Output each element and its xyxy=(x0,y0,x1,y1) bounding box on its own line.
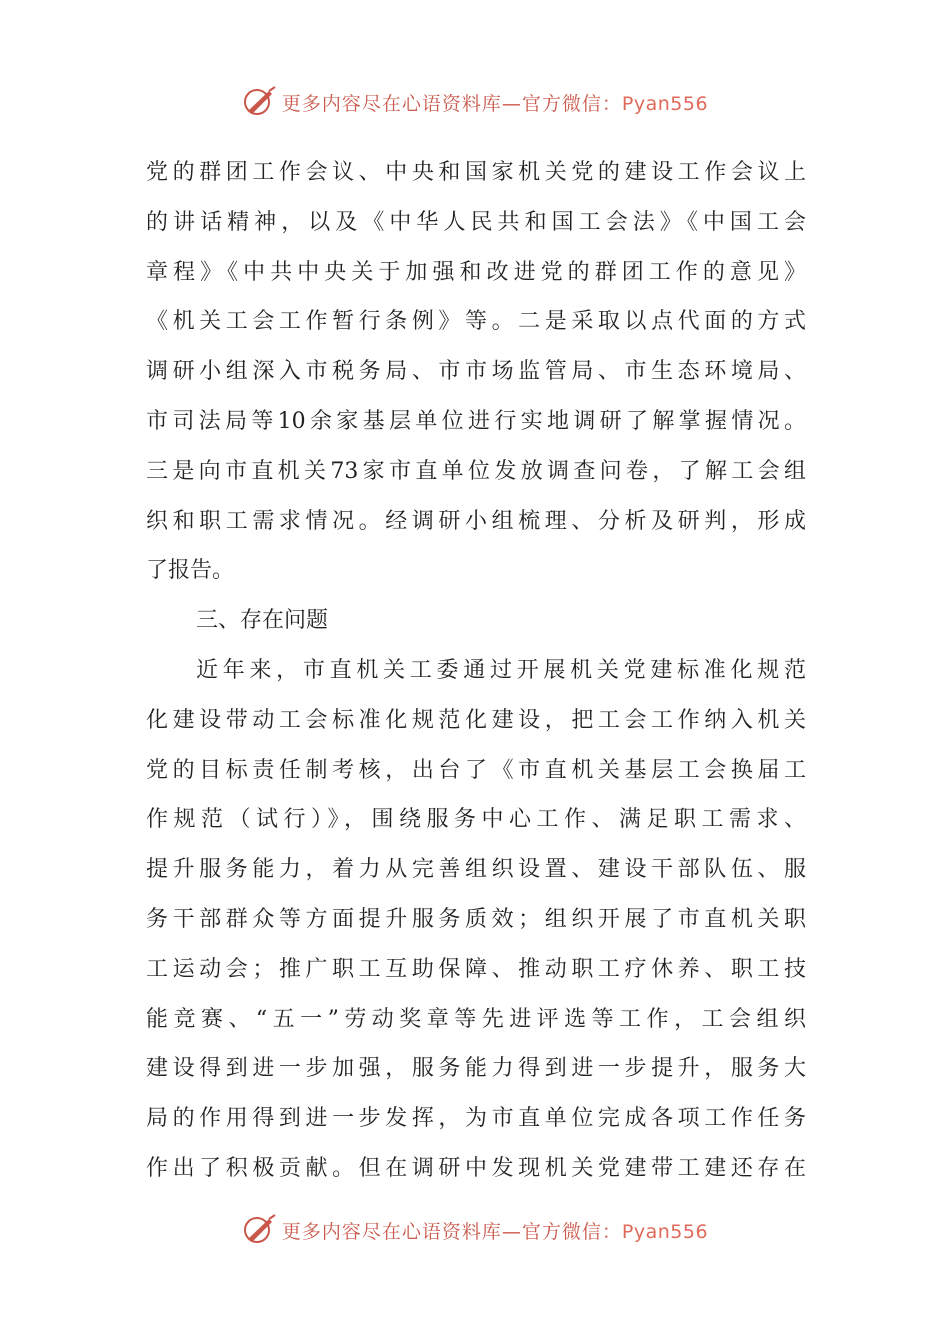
watermark-header xyxy=(0,82,950,122)
body-line: 能竞赛、“五一”劳动奖章等先进评选等工作，工会组织 xyxy=(146,1006,806,1032)
quill-logo-icon xyxy=(242,85,276,119)
body-line: 务干部群众等方面提升服务质效；组织开展了市直机关职 xyxy=(146,906,806,932)
body-line: 局的作用得到进一步发挥，为市直单位完成各项工作任务 xyxy=(146,1106,806,1132)
watermark-text: 更多内容尽在心语资料库—官方微信：Pyan556 xyxy=(281,92,709,115)
body-line: 作出了积极贡献。但在调研中发现机关党建带工建还存在 xyxy=(146,1155,806,1181)
paragraph-first-line: 近年来，市直机关工委通过开展机关党建标准化规范 xyxy=(196,657,806,683)
body-line: 的讲话精神，以及《中华人民共和国工会法》《中国工会 xyxy=(146,209,806,235)
body-line: 提升服务能力，着力从完善组织设置、建设干部队伍、服 xyxy=(146,857,806,883)
watermark-text: 更多内容尽在心语资料库—官方微信：Pyan556 xyxy=(281,1220,709,1243)
body-line: 工运动会；推广职工互助保障、推动职工疗休养、职工技 xyxy=(146,956,806,982)
watermark-footer xyxy=(0,1210,950,1250)
body-line: 调研小组深入市税务局、市市场监管局、市生态环境局、 xyxy=(146,359,806,385)
body-line: 《机关工会工作暂行条例》等。二是采取以点代面的方式 xyxy=(146,309,806,335)
wechat-id: Pyan556 xyxy=(621,1220,709,1243)
body-line: 织和职工需求情况。经调研小组梳理、分析及研判，形成 xyxy=(146,508,806,534)
body-line: 章程》《中共中央关于加强和改进党的群团工作的意见》 xyxy=(146,259,806,285)
body-line: 建设得到进一步加强，服务能力得到进一步提升，服务大 xyxy=(146,1056,806,1082)
body-line: 党的群团工作会议、中央和国家机关党的建设工作会议上 xyxy=(146,160,806,185)
body-line: 党的目标责任制考核，出台了《市直机关基层工会换届工 xyxy=(146,757,806,783)
body-line: 市司法局等10余家基层单位进行实地调研了解掌握情况。 xyxy=(146,408,806,434)
body-line: 三是向市直机关73家市直单位发放调查问卷，了解工会组 xyxy=(146,458,806,484)
body-line: 作规范（试行）》，围绕服务中心工作、满足职工需求、 xyxy=(146,807,806,833)
section-heading: 三、存在问题 xyxy=(196,608,329,634)
wechat-id: Pyan556 xyxy=(621,92,709,115)
body-line: 了报告。 xyxy=(146,558,235,584)
quill-logo-icon xyxy=(242,1213,276,1247)
document-body xyxy=(146,148,806,1194)
body-line: 化建设带动工会标准化规范化建设，把工会工作纳入机关 xyxy=(146,707,806,733)
